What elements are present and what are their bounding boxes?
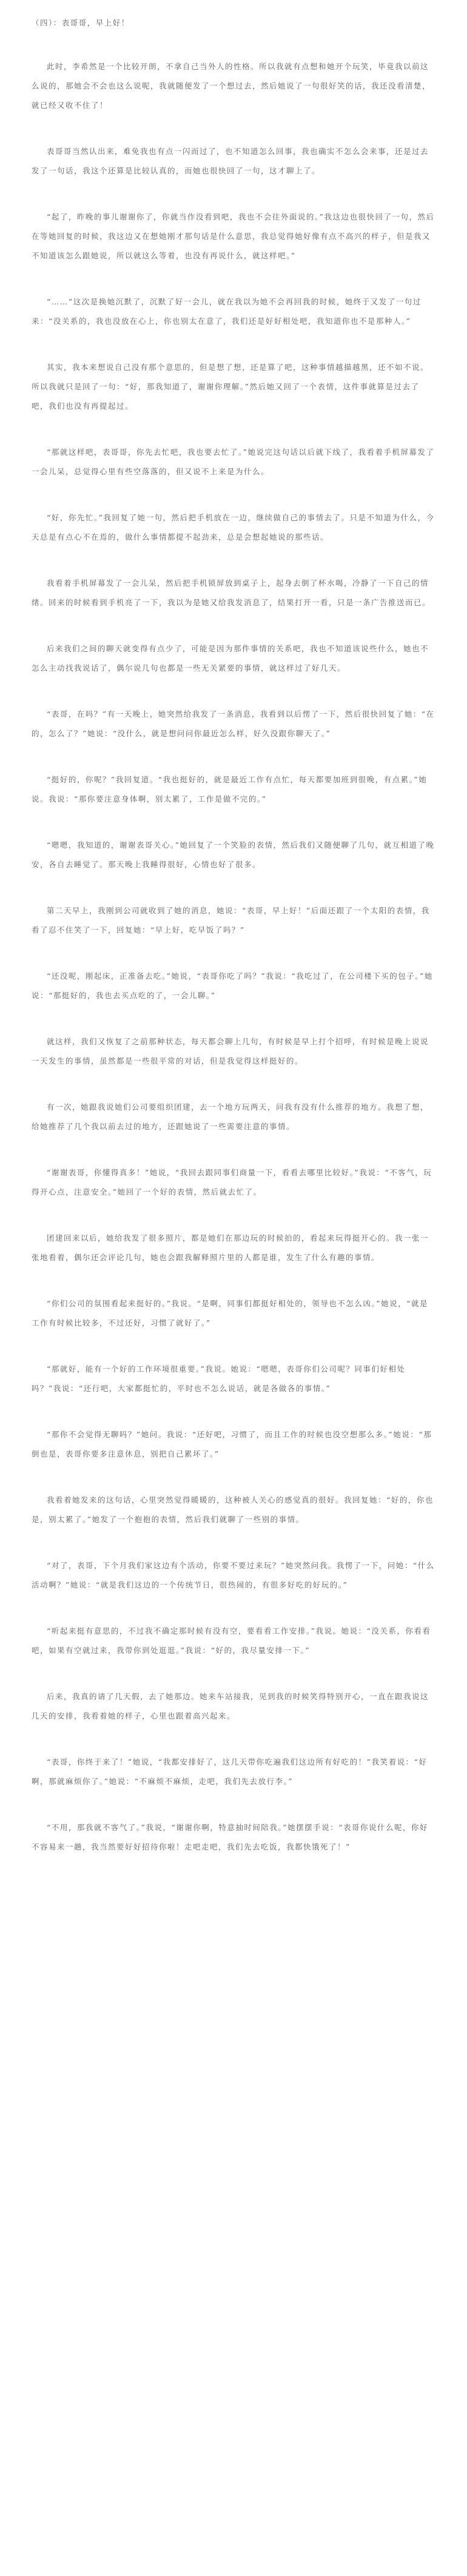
paragraph: “对了，表哥，下个月我们家这边有个活动，你要不要过来玩？”她突然问我。我愣了一下，问她：“什么活动啊？”她说：“就是我们这边的一个传统节日，很热闹的，有很多好吃的好玩的。” — [32, 1561, 435, 1589]
paragraph: “那就好，能有一个好的工作环境很重要。”我说。她说：“嗯嗯，表哥你们公司呢？同事们好相处吗？”我说：“还行吧，大家都挺忙的，平时也不怎么说话，就是各做各的事情。” — [32, 1364, 406, 1393]
paragraph: “……”这次是换她沉默了，沉默了好一会儿，就在我以为她不会再回我的时候，她终于又发了一句过来：“没关系的，我也没放在心上，你也别太在意了，我们还是好好相处吧，我知道你也不是那种人。” — [32, 297, 422, 326]
paragraph: “谢谢表哥，你懂得真多！”她说，“我回去跟同事们商量一下，看看去哪里比较好。”我说：“不客气，玩得开心点，注意安全。”她回了一个好的表情，然后就去忙了。 — [32, 1168, 432, 1196]
paragraph: “你们公司的氛围看起来挺好的。”我说。“是啊，同事们都挺好相处的，领导也不怎么凶。”她说，“就是工作有时候比较多，不过还好，习惯了就好了。” — [32, 1299, 428, 1327]
paragraph: “还没呢，刚起床，正准备去吃。”她说，“表哥你吃了吗？”我说：“我吃过了，在公司楼下买的包子。”她说：“那挺好的，我也去买点吃的了，一会儿聊。” — [32, 971, 433, 1000]
paragraph: “好，你先忙。”我回复了她一句，然后把手机放在一边，继续做自己的事情去了。只是不知道为什么，今天总是有点心不在焉的，做什么事情都提不起劲来，总是会想起她说的那些话。 — [32, 513, 435, 542]
paragraph: 团建回来以后，她给我发了很多照片，都是她们在那边玩的时候拍的，看起来玩得挺开心的。我一张一张地看着，偶尔还会评论几句，她也会跟我解释照片里的人都是谁，发生了什么有趣的事情。 — [32, 1233, 429, 1262]
paragraph: “不用，那我就不客气了。”我说，“谢谢你啊，特意抽时间陪我。”她摆摆手说：“表哥你说什么呢，你好不容易来一趟，我当然要好好招待你啦！走吧走吧，我们先去吃饭，我都快饿死了！” — [32, 1823, 428, 1851]
chapter-heading: （四）：表哥哥，早上好！ — [32, 18, 130, 27]
paragraph: 其实，我本来想说自己没有那个意思的，但是想了想，还是算了吧，这种事情越描越黑，还不如不说。所以我就只是回了一句：“好，那我知道了，谢谢你理解。”然后她又回了一个表情，这件事就算是过去了吧，我们也没有再提起过。 — [32, 363, 429, 411]
paragraph: “那就这样吧，表哥哥，你先去忙吧，我也要去忙了。”她说完这句话以后就下线了，我看着手机屏幕发了一会儿呆，总觉得心里有些空落落的，但又说不上来是为什么。 — [32, 448, 435, 476]
paragraph: 第二天早上，我刚到公司就收到了她的消息，她说：“表哥，早上好！”后面还跟了一个太阳的表情，我看了忍不住笑了一下，回复她：“早上好，吃早饭了吗？” — [32, 906, 430, 934]
paragraph: “挺好的，你呢？”我回复道。“我也挺好的，就是最近工作有点忙，每天都要加班到很晚，有点累。”她说。我说：“那你要注意身体啊，别太累了，工作是做不完的。” — [32, 775, 428, 803]
paragraph: 后来我们之间的聊天就变得有点少了，可能是因为那件事情的关系吧，我也不知道该说些什么，她也不怎么主动找我说话了，偶尔说几句也都是一些无关紧要的事情，就这样过了好几天。 — [32, 644, 429, 673]
paragraph: “表哥，你终于来了！”她说，“我都安排好了，这几天带你吃遍我们这边所有好吃的！”我笑着说：“好啊，那就麻烦你了。”她说：“不麻烦不麻烦，走吧，我们先去放行李。” — [32, 1757, 428, 1786]
paragraph: 有一次，她跟我说她们公司要组织团建，去一个地方玩两天，问我有没有什么推荐的地方。我想了想，给她推荐了几个我以前去过的地方，还跟她说了一些需要注意的事情。 — [32, 1102, 429, 1131]
paragraph: 我看着她发来的这句话，心里突然觉得暖暖的，这种被人关心的感觉真的很好。我回复她：“好的，你也是，别太累了。”她发了一个抱抱的表情，然后我们就聊了一些别的事情。 — [32, 1495, 434, 1524]
paragraph: “起了，昨晚的事儿谢谢你了，你就当作没看到吧，我也不会往外面说的。”我这边也很快回了一句，然后在等她回复的时候，我这边又在想她刚才那句话是什么意思，我总觉得她好像有点不高兴的样子，但是我又不知道该怎么跟她说，所以就这么等着，也没有再说什么，就这样吧。” — [32, 212, 435, 260]
paragraph: “表哥，在吗？”有一天晚上，她突然给我发了一条消息，我看到以后愣了一下，然后很快回复了她：“在的，怎么了？”她说：“没什么，就是想问问你最近怎么样，好久没跟你聊天了。” — [32, 709, 435, 738]
paragraph: 就这样，我们又恢复了之前那种状态，每天都会聊上几句，有时候是早上打个招呼，有时候是晚上说说一天发生的事情，虽然都是一些很平常的对话，但是我觉得这样挺好的。 — [32, 1037, 429, 1065]
paragraph: “那你不会觉得无聊吗？”她问。我说：“还好吧，习惯了，而且工作的时候也没空想那么多。”她说：“那倒也是，表哥你要多注意休息，别把自己累坏了。” — [32, 1430, 432, 1458]
paragraph: 后来，我真的请了几天假，去了她那边。她来车站接我，见到我的时候笑得特别开心，一直在跟我说这几天的安排，我看着她的样子，心里也跟着高兴起来。 — [32, 1692, 429, 1720]
paragraph: 此时，李希然是一个比较开朗，不拿自己当外人的性格。所以我就有点想和她开个玩笑，毕竟我以前这么说的，那她会不会也这么说呢，我就随便发了一个想过去，然后她说了一句很好笑的话，我还没看清楚，就已经又收不住了！ — [32, 62, 431, 110]
paragraph: 表哥哥当然认出来，难免我也有点一闪而过了，也不知道怎么回事，我也确实不怎么会来事，还是过去发了一句话，我这个还算是比较认真的，而她也很快回了一句，这才聊上了。 — [32, 147, 429, 175]
paragraph: “嗯嗯，我知道的，谢谢表哥关心。”她回复了一个笑脸的表情，然后我们又随便聊了几句，就互相道了晚安，各自去睡觉了。那天晚上我睡得很好，心情也好了很多。 — [32, 840, 435, 869]
paragraph: “听起来挺有意思的，不过我不确定那时候有没有空，要看看工作安排。”我说。她说：“没关系，你看看吧，如果有空就过来，我带你到处逛逛。”我说：“好的，我尽量安排一下。” — [32, 1626, 431, 1655]
paragraph: 我看着手机屏幕发了一会儿呆，然后把手机锁屏放到桌子上，起身去倒了杯水喝，冷静了一下自己的情绪。回来的时候看到手机亮了一下，我以为是她又给我发消息了，结果打开一看，只是一条广告推送而已。 — [32, 579, 431, 607]
